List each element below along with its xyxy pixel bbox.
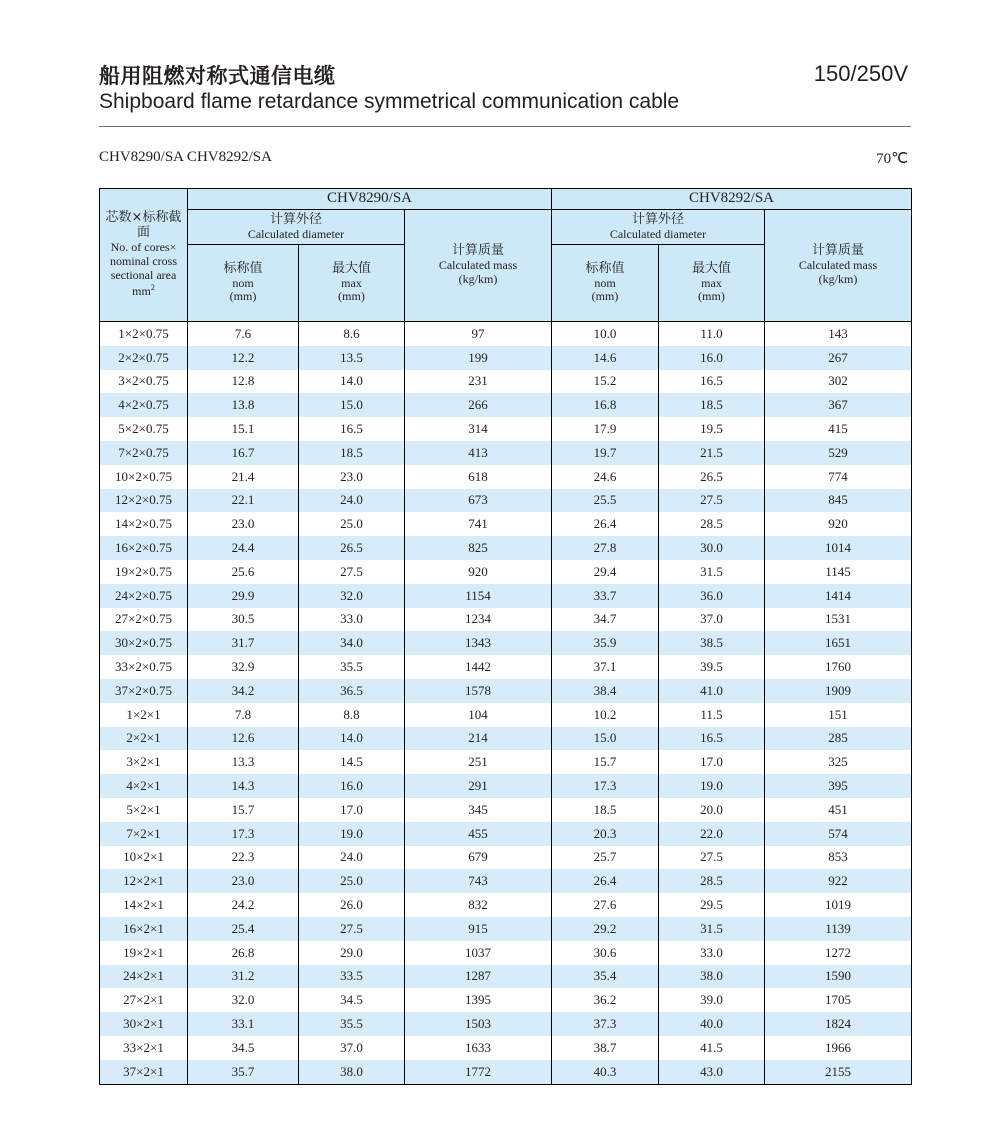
cell-mass-1: 915 [405,917,552,941]
cell-max-diameter-1: 14.0 [299,727,405,751]
cell-nom-diameter-1: 34.2 [188,679,299,703]
cell-max-diameter-1: 15.0 [299,393,405,417]
cell-nom-diameter-2: 15.2 [552,370,659,394]
cell-max-diameter-2: 26.5 [659,465,765,489]
cell-mass-1: 251 [405,750,552,774]
cell-max-diameter-1: 14.0 [299,370,405,394]
cell-cores-section: 3×2×1 [100,750,188,774]
header-max-1: 最大值 max (mm) [299,245,405,322]
table-row [100,512,912,536]
cell-mass-2: 845 [765,489,912,513]
cell-mass-1: 1503 [405,1012,552,1036]
cell-nom-diameter-2: 30.6 [552,941,659,965]
cell-nom-diameter-1: 13.3 [188,750,299,774]
cell-mass-1: 97 [405,322,552,346]
cell-cores-section: 16×2×0.75 [100,536,188,560]
cell-nom-diameter-1: 13.8 [188,393,299,417]
cell-nom-diameter-1: 23.0 [188,869,299,893]
cell-cores-section: 4×2×0.75 [100,393,188,417]
cell-mass-1: 345 [405,798,552,822]
header-group-chv8290: CHV8290/SA [188,189,552,210]
cell-mass-2: 774 [765,465,912,489]
table-row [100,727,912,751]
cell-mass-2: 1705 [765,988,912,1012]
cell-cores-section: 4×2×1 [100,774,188,798]
cell-nom-diameter-2: 27.8 [552,536,659,560]
cell-cores-section: 37×2×1 [100,1060,188,1084]
cell-mass-2: 1590 [765,965,912,989]
cell-mass-1: 214 [405,727,552,751]
cell-cores-section: 33×2×1 [100,1036,188,1060]
cell-nom-diameter-2: 20.3 [552,822,659,846]
table-row [100,1060,912,1084]
cell-max-diameter-1: 25.0 [299,869,405,893]
cell-mass-2: 302 [765,370,912,394]
table-row [100,703,912,727]
cell-mass-2: 143 [765,322,912,346]
cell-max-diameter-2: 43.0 [659,1060,765,1084]
cell-mass-1: 455 [405,822,552,846]
cell-mass-1: 1154 [405,584,552,608]
cell-mass-2: 1824 [765,1012,912,1036]
cell-mass-1: 741 [405,512,552,536]
cell-mass-2: 529 [765,441,912,465]
cell-max-diameter-2: 20.0 [659,798,765,822]
table-row [100,608,912,632]
cell-nom-diameter-2: 29.2 [552,917,659,941]
cell-cores-section: 19×2×1 [100,941,188,965]
cell-nom-diameter-2: 35.9 [552,631,659,655]
cell-nom-diameter-2: 34.7 [552,608,659,632]
cell-mass-1: 825 [405,536,552,560]
cell-nom-diameter-1: 15.7 [188,798,299,822]
cell-mass-1: 314 [405,417,552,441]
cell-mass-1: 413 [405,441,552,465]
table-row [100,846,912,870]
table-row [100,965,912,989]
table-row [100,584,912,608]
table-row [100,393,912,417]
cell-cores-section: 3×2×0.75 [100,370,188,394]
cell-max-diameter-2: 22.0 [659,822,765,846]
cell-nom-diameter-2: 16.8 [552,393,659,417]
table-row [100,560,912,584]
table-row [100,774,912,798]
cell-max-diameter-1: 34.5 [299,988,405,1012]
cell-cores-section: 7×2×1 [100,822,188,846]
cell-nom-diameter-1: 16.7 [188,441,299,465]
header-divider [99,126,911,127]
cell-mass-2: 285 [765,727,912,751]
cell-cores-section: 14×2×1 [100,893,188,917]
header-mass-1: 计算质量 Calculated mass (kg/km) [405,210,552,322]
spec-table [99,188,912,1085]
header-nom-2: 标称值 nom (mm) [552,245,659,322]
cell-max-diameter-2: 41.0 [659,679,765,703]
cell-mass-1: 291 [405,774,552,798]
cell-max-diameter-2: 31.5 [659,560,765,584]
cell-nom-diameter-2: 35.4 [552,965,659,989]
cell-nom-diameter-1: 22.3 [188,846,299,870]
cell-max-diameter-1: 14.5 [299,750,405,774]
header-diameter-2: 计算外径 Calculated diameter [552,210,765,245]
cell-nom-diameter-1: 31.7 [188,631,299,655]
cell-cores-section: 7×2×0.75 [100,441,188,465]
cell-nom-diameter-1: 26.8 [188,941,299,965]
cell-nom-diameter-2: 26.4 [552,869,659,893]
cell-nom-diameter-1: 32.9 [188,655,299,679]
table-row [100,798,912,822]
cell-nom-diameter-1: 7.8 [188,703,299,727]
cell-nom-diameter-1: 17.3 [188,822,299,846]
cell-max-diameter-2: 38.5 [659,631,765,655]
cell-max-diameter-2: 29.5 [659,893,765,917]
cell-mass-2: 395 [765,774,912,798]
cell-mass-2: 1966 [765,1036,912,1060]
cell-max-diameter-2: 27.5 [659,846,765,870]
cell-mass-1: 743 [405,869,552,893]
cell-nom-diameter-2: 19.7 [552,441,659,465]
cell-mass-2: 1019 [765,893,912,917]
cell-nom-diameter-1: 31.2 [188,965,299,989]
cell-max-diameter-2: 19.5 [659,417,765,441]
cell-mass-1: 231 [405,370,552,394]
cell-nom-diameter-1: 12.8 [188,370,299,394]
page-title-en: Shipboard flame retardance symmetrical communication cable [99,90,680,113]
cell-cores-section: 2×2×0.75 [100,346,188,370]
cell-nom-diameter-2: 14.6 [552,346,659,370]
table-row [100,417,912,441]
table-row [100,1036,912,1060]
cell-max-diameter-1: 8.6 [299,322,405,346]
table-row [100,1012,912,1036]
cell-mass-1: 1578 [405,679,552,703]
table-row [100,893,912,917]
cell-max-diameter-2: 33.0 [659,941,765,965]
cell-nom-diameter-2: 27.6 [552,893,659,917]
cell-max-diameter-2: 41.5 [659,1036,765,1060]
cell-nom-diameter-1: 7.6 [188,322,299,346]
cell-cores-section: 27×2×1 [100,988,188,1012]
cell-mass-2: 1760 [765,655,912,679]
cell-nom-diameter-1: 32.0 [188,988,299,1012]
header-nom-1: 标称值 nom (mm) [188,245,299,322]
cell-mass-1: 673 [405,489,552,513]
cell-max-diameter-2: 11.0 [659,322,765,346]
cell-mass-2: 415 [765,417,912,441]
cell-nom-diameter-1: 21.4 [188,465,299,489]
cell-mass-1: 1772 [405,1060,552,1084]
cell-max-diameter-1: 38.0 [299,1060,405,1084]
cell-max-diameter-1: 29.0 [299,941,405,965]
cell-mass-2: 853 [765,846,912,870]
cell-mass-2: 1014 [765,536,912,560]
cell-mass-2: 1531 [765,608,912,632]
cell-max-diameter-2: 39.0 [659,988,765,1012]
spec-table-body [100,322,912,1085]
cell-nom-diameter-1: 30.5 [188,608,299,632]
cell-mass-2: 1414 [765,584,912,608]
temperature-rating: 70℃ [876,151,908,167]
cell-max-diameter-1: 13.5 [299,346,405,370]
cell-nom-diameter-2: 10.2 [552,703,659,727]
cell-mass-1: 618 [405,465,552,489]
cell-mass-1: 1442 [405,655,552,679]
cell-mass-1: 920 [405,560,552,584]
cell-cores-section: 10×2×1 [100,846,188,870]
cell-nom-diameter-1: 34.5 [188,1036,299,1060]
cell-nom-diameter-2: 26.4 [552,512,659,536]
cell-mass-1: 266 [405,393,552,417]
cell-max-diameter-1: 23.0 [299,465,405,489]
cell-max-diameter-2: 27.5 [659,489,765,513]
table-row [100,489,912,513]
cell-max-diameter-1: 33.5 [299,965,405,989]
cell-mass-1: 832 [405,893,552,917]
header-diameter-1: 计算外径 Calculated diameter [188,210,405,245]
cell-mass-1: 1037 [405,941,552,965]
model-numbers: CHV8290/SA CHV8292/SA [99,149,272,165]
cell-nom-diameter-1: 33.1 [188,1012,299,1036]
cell-nom-diameter-2: 15.0 [552,727,659,751]
cell-mass-1: 1633 [405,1036,552,1060]
cell-nom-diameter-1: 29.9 [188,584,299,608]
cell-cores-section: 1×2×0.75 [100,322,188,346]
cell-max-diameter-1: 25.0 [299,512,405,536]
cell-mass-2: 1651 [765,631,912,655]
header-group-chv8292: CHV8292/SA [552,189,912,210]
cell-nom-diameter-2: 38.4 [552,679,659,703]
cell-max-diameter-2: 39.5 [659,655,765,679]
cell-mass-2: 1139 [765,917,912,941]
cell-mass-2: 574 [765,822,912,846]
page-title-zh: 船用阻燃对称式通信电缆 [99,64,336,88]
cell-nom-diameter-2: 18.5 [552,798,659,822]
cell-cores-section: 12×2×1 [100,869,188,893]
cell-max-diameter-1: 24.0 [299,846,405,870]
cell-max-diameter-2: 40.0 [659,1012,765,1036]
cell-nom-diameter-2: 29.4 [552,560,659,584]
table-row [100,869,912,893]
table-row [100,465,912,489]
cell-nom-diameter-2: 38.7 [552,1036,659,1060]
cell-max-diameter-2: 17.0 [659,750,765,774]
cell-max-diameter-1: 34.0 [299,631,405,655]
cell-max-diameter-2: 16.5 [659,727,765,751]
cell-cores-section: 27×2×0.75 [100,608,188,632]
cell-max-diameter-1: 35.5 [299,1012,405,1036]
header-max-2: 最大值 max (mm) [659,245,765,322]
cell-max-diameter-1: 24.0 [299,489,405,513]
cell-nom-diameter-2: 17.9 [552,417,659,441]
cell-nom-diameter-1: 23.0 [188,512,299,536]
cell-max-diameter-1: 36.5 [299,679,405,703]
header-cores-section: 芯数×标称截面 No. of cores× nominal cross sectional area $mm^2$ [100,189,188,322]
cell-nom-diameter-1: 15.1 [188,417,299,441]
cell-mass-2: 451 [765,798,912,822]
cell-cores-section: 33×2×0.75 [100,655,188,679]
cell-cores-section: 5×2×0.75 [100,417,188,441]
cell-nom-diameter-2: 25.5 [552,489,659,513]
cell-nom-diameter-1: 35.7 [188,1060,299,1084]
voltage-rating: 150/250V [813,61,908,86]
cell-cores-section: 37×2×0.75 [100,679,188,703]
cell-cores-section: 19×2×0.75 [100,560,188,584]
table-row [100,750,912,774]
cell-cores-section: 24×2×0.75 [100,584,188,608]
table-row [100,631,912,655]
cell-mass-1: 1287 [405,965,552,989]
cell-nom-diameter-1: 12.6 [188,727,299,751]
table-row [100,679,912,703]
cell-nom-diameter-1: 24.2 [188,893,299,917]
table-row [100,822,912,846]
cell-max-diameter-1: 26.0 [299,893,405,917]
cell-max-diameter-2: 11.5 [659,703,765,727]
cell-mass-2: 1272 [765,941,912,965]
cell-max-diameter-2: 38.0 [659,965,765,989]
cell-nom-diameter-1: 14.3 [188,774,299,798]
cell-max-diameter-2: 31.5 [659,917,765,941]
cell-max-diameter-1: 19.0 [299,822,405,846]
cell-cores-section: 30×2×0.75 [100,631,188,655]
cell-max-diameter-2: 30.0 [659,536,765,560]
cell-mass-1: 1343 [405,631,552,655]
cell-mass-2: 367 [765,393,912,417]
cell-cores-section: 24×2×1 [100,965,188,989]
table-row [100,536,912,560]
cell-max-diameter-2: 19.0 [659,774,765,798]
table-row [100,655,912,679]
cell-max-diameter-1: 26.5 [299,536,405,560]
cell-max-diameter-1: 16.5 [299,417,405,441]
cell-cores-section: 10×2×0.75 [100,465,188,489]
cell-nom-diameter-2: 37.3 [552,1012,659,1036]
cell-max-diameter-1: 37.0 [299,1036,405,1060]
cell-max-diameter-2: 36.0 [659,584,765,608]
table-row [100,441,912,465]
cell-cores-section: 1×2×1 [100,703,188,727]
cell-nom-diameter-1: 12.2 [188,346,299,370]
cell-max-diameter-1: 35.5 [299,655,405,679]
cell-nom-diameter-2: 36.2 [552,988,659,1012]
cell-nom-diameter-2: 10.0 [552,322,659,346]
cell-mass-1: 1395 [405,988,552,1012]
cell-mass-2: 325 [765,750,912,774]
cell-nom-diameter-2: 40.3 [552,1060,659,1084]
cell-nom-diameter-1: 24.4 [188,536,299,560]
table-row [100,322,912,346]
cell-max-diameter-2: 28.5 [659,512,765,536]
cell-nom-diameter-1: 22.1 [188,489,299,513]
cell-mass-2: 1909 [765,679,912,703]
cell-max-diameter-2: 21.5 [659,441,765,465]
table-row [100,346,912,370]
cell-nom-diameter-1: 25.4 [188,917,299,941]
cell-mass-2: 2155 [765,1060,912,1084]
cell-nom-diameter-2: 37.1 [552,655,659,679]
cell-max-diameter-1: 16.0 [299,774,405,798]
cell-max-diameter-1: 27.5 [299,917,405,941]
cell-nom-diameter-2: 24.6 [552,465,659,489]
cell-mass-1: 104 [405,703,552,727]
cell-cores-section: 12×2×0.75 [100,489,188,513]
table-row [100,917,912,941]
cell-cores-section: 5×2×1 [100,798,188,822]
cell-mass-2: 920 [765,512,912,536]
cell-mass-1: 199 [405,346,552,370]
cell-max-diameter-1: 27.5 [299,560,405,584]
table-row [100,941,912,965]
cell-max-diameter-2: 28.5 [659,869,765,893]
cell-max-diameter-1: 8.8 [299,703,405,727]
cell-max-diameter-2: 18.5 [659,393,765,417]
table-row [100,988,912,1012]
cell-mass-2: 267 [765,346,912,370]
cell-max-diameter-1: 18.5 [299,441,405,465]
cell-mass-2: 922 [765,869,912,893]
cell-max-diameter-2: 16.0 [659,346,765,370]
cell-mass-2: 1145 [765,560,912,584]
cell-cores-section: 14×2×0.75 [100,512,188,536]
cell-max-diameter-2: 37.0 [659,608,765,632]
cell-max-diameter-1: 33.0 [299,608,405,632]
cell-cores-section: 30×2×1 [100,1012,188,1036]
cell-cores-section: 16×2×1 [100,917,188,941]
cell-max-diameter-2: 16.5 [659,370,765,394]
cell-nom-diameter-2: 15.7 [552,750,659,774]
cell-cores-section: 2×2×1 [100,727,188,751]
cell-max-diameter-1: 17.0 [299,798,405,822]
cell-nom-diameter-2: 25.7 [552,846,659,870]
cell-mass-2: 151 [765,703,912,727]
cell-nom-diameter-2: 17.3 [552,774,659,798]
header-mass-2: 计算质量 Calculated mass (kg/km) [765,210,912,322]
cell-max-diameter-1: 32.0 [299,584,405,608]
table-row [100,370,912,394]
cell-mass-1: 679 [405,846,552,870]
cell-nom-diameter-2: 33.7 [552,584,659,608]
cell-mass-1: 1234 [405,608,552,632]
cell-nom-diameter-1: 25.6 [188,560,299,584]
